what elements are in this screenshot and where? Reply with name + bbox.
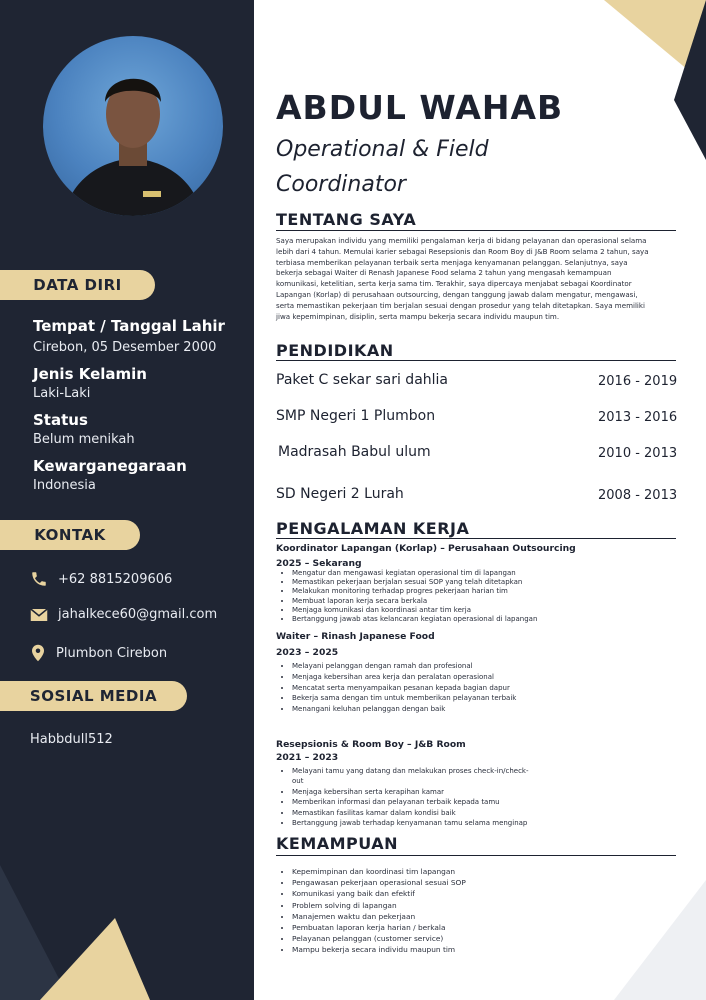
bullet-item: • Bekerja sama dengan tim untuk memberikan pelayanan terbaik [292, 693, 517, 704]
status-label: Status [33, 411, 88, 429]
job-title: Resepsionis & Room Boy – J&B Room [276, 739, 466, 750]
sidebar [0, 0, 254, 1000]
birth-label: Tempat / Tanggal Lahir [33, 317, 225, 335]
job-bullets [276, 766, 532, 828]
birth-value: Cirebon, 05 Desember 2000 [33, 340, 217, 355]
job-title: Waiter – Rinash Japanese Food [276, 631, 435, 642]
job-bullets [276, 569, 562, 624]
bullet-item: • Bertanggung jawab terhadap kenyamanan tamu selama menginap [292, 818, 532, 828]
bullet-item: • Bertanggung jawab atas kelancaran kegiatan operasional di lapangan [292, 615, 562, 624]
experience-divider [276, 538, 676, 539]
bullet-item: • Mengatur dan mengawasi kegiatan operasional tim di lapangan [292, 569, 562, 578]
school-years: 2010 - 2013 [598, 446, 678, 461]
candidate-role: Operational & Field Coordinator [276, 137, 489, 197]
job-period: 2021 – 2023 [276, 752, 339, 763]
bullet-item: • Membuat laporan kerja secara berkala [292, 597, 562, 606]
location-row [30, 644, 167, 662]
bullet-item: • Menjaga kebersihan serta kerapihan kamar [292, 787, 532, 797]
bullet-item: • Melayani tamu yang datang dan melakukan proses check-in/check-out [292, 766, 532, 787]
school-name: SD Negeri 2 Lurah [276, 486, 404, 502]
bullet-item: • Melayani pelanggan dengan ramah dan profesional [292, 661, 517, 672]
bullet-item: • Memberikan informasi dan pelayanan terbaik kepada tamu [292, 797, 532, 807]
skill-item: • Mampu bekerja secara individu maupun tim [292, 944, 592, 955]
bullet-item: • Melakukan monitoring terhadap progres pekerjaan harian tim [292, 587, 562, 596]
skill-item: • Pelayanan pelanggan (customer service) [292, 933, 592, 944]
bullet-item: • Memastikan fasilitas kamar dalam kondisi baik [292, 808, 532, 818]
skill-item: • Kepemimpinan dan koordinasi tim lapangan [292, 866, 592, 877]
phone-icon [30, 570, 48, 588]
mail-icon [30, 608, 48, 622]
social-handle[interactable]: Habbdull512 [30, 732, 113, 747]
skills-heading: KEMAMPUAN [276, 834, 399, 853]
bullet-item: • Menjaga komunikasi dan koordinasi antar tim kerja [292, 606, 562, 615]
nationality-label: Kewarganegaraan [33, 457, 187, 475]
experience-heading: PENGALAMAN KERJA [276, 519, 470, 538]
email-text: jahalkece60@gmail.com [58, 607, 218, 622]
job-title: Koordinator Lapangan (Korlap) – Perusahaan Outsourcing [276, 543, 576, 554]
bullet-item: • Memastikan pekerjaan berjalan sesuai SOP yang telah ditetapkan [292, 578, 562, 587]
school-name: Paket C sekar sari dahlia [276, 372, 448, 388]
location-text: Plumbon Cirebon [56, 645, 168, 661]
bullet-item: • Menangani keluhan pelanggan dengan baik [292, 704, 517, 715]
sosial-media-heading: SOSIAL MEDIA [0, 681, 187, 711]
education-divider [276, 360, 676, 361]
gender-value: Laki-Laki [33, 386, 91, 401]
main-content [254, 0, 706, 1000]
candidate-name: ABDUL WAHAB [276, 88, 564, 127]
data-diri-heading: DATA DIRI [0, 270, 155, 300]
skills-divider [276, 855, 676, 856]
about-text: Saya merupakan individu yang memiliki pengalaman kerja di bidang pelayanan dan operasional selama lebih dari 4 tahun. Memulai karier sebagai Resepsionis dan Room Boy di J&B Room selama 2 tahun, saya terbiasa memberikan pelayanan terbaik serta menjaga kenyamanan pelanggan. Selanjutnya, saya bekerja sebagai Waiter di Renash Japanese Food selama 2 tahun yang mengasah kemampuan komunikasi, ketelitian, serta kerja sama tim. Terakhir, saya dipercaya menjabat sebagai Koordinator Lapangan (Korlap) di perusahaan outsourcing, dengan tanggung jawab dalam mengatur, mengawasi, serta memastikan pekerjaan tim berjalan sesuai dengan prosedur yang telah ditetapkan. Saya memiliki jiwa kepemimpinan, disiplin, serta mampu bekerja secara individu maupun tim. [276, 236, 649, 321]
school-name: SMP Negeri 1 Plumbon [276, 408, 436, 424]
location-pin-icon [30, 644, 46, 662]
skill-item: • Pembuatan laporan kerja harian / berkala [292, 922, 592, 933]
kontak-heading: KONTAK [0, 520, 140, 550]
education-heading: PENDIDIKAN [276, 341, 394, 360]
skill-item: • Problem solving di lapangan [292, 900, 592, 911]
job-period: 2023 – 2025 [276, 647, 339, 658]
skill-item: • Manajemen waktu dan pekerjaan [292, 911, 592, 922]
gender-label: Jenis Kelamin [33, 365, 147, 383]
phone-row[interactable] [30, 570, 172, 588]
about-divider [276, 230, 676, 231]
phone-text: +62 8815209606 [58, 571, 173, 587]
job-period: 2025 – Sekarang [276, 558, 362, 569]
bullet-item: • Mencatat serta menyampaikan pesanan kepada bagian dapur [292, 683, 517, 694]
job-bullets [276, 661, 517, 715]
avatar [43, 36, 223, 216]
school-years: 2013 - 2016 [598, 410, 678, 425]
person-photo-icon [43, 36, 223, 216]
skill-item: • Pengawasan pekerjaan operasional sesuai SOP [292, 877, 592, 888]
bullet-item: • Menjaga kebersihan area kerja dan peralatan operasional [292, 672, 517, 683]
school-name: Madrasah Babul ulum [278, 444, 431, 460]
email-row[interactable] [30, 607, 217, 622]
school-years: 2008 - 2013 [598, 488, 678, 503]
about-heading: TENTANG SAYA [276, 210, 417, 229]
nationality-value: Indonesia [33, 478, 96, 493]
school-years: 2016 - 2019 [598, 374, 678, 389]
skills-list [276, 866, 592, 956]
status-value: Belum menikah [33, 432, 135, 447]
skill-item: • Komunikasi yang baik dan efektif [292, 888, 592, 899]
